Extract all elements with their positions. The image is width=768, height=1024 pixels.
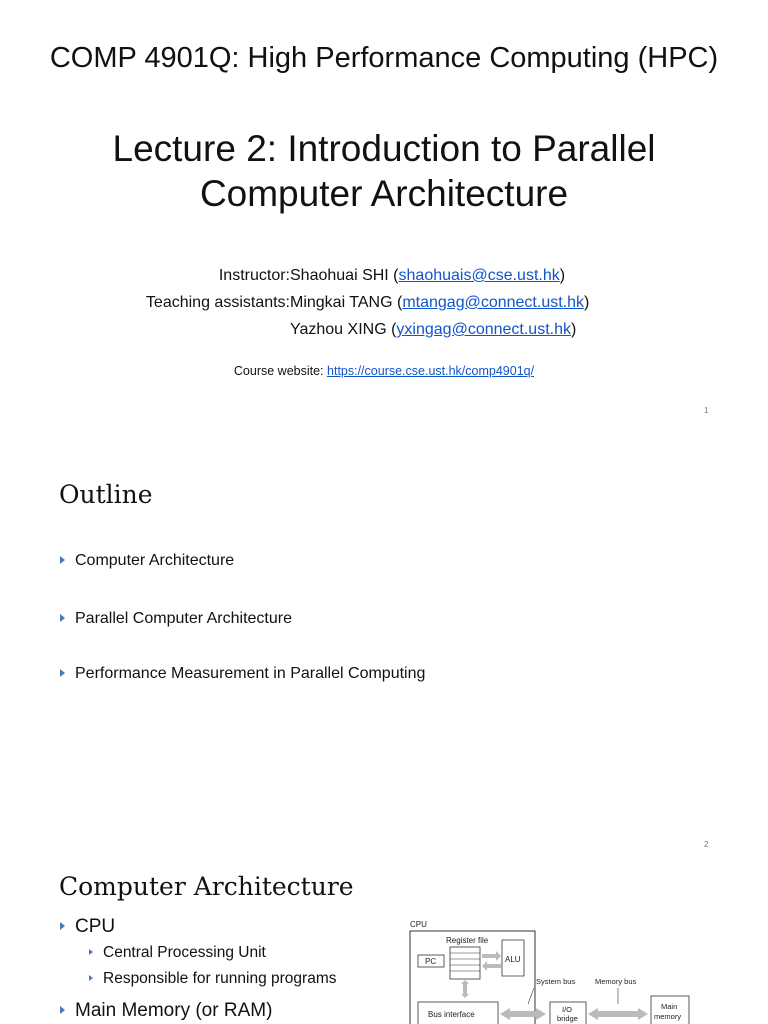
ta1-email-link[interactable]: mtangag@connect.ust.hk [402, 294, 585, 311]
bullet-triangle-icon [60, 1006, 65, 1014]
list-item-text: Performance Measurement in Parallel Computing [75, 665, 426, 682]
register-bus-arrow [461, 980, 469, 998]
list-item-text: Main Memory (or RAM) [75, 1000, 273, 1021]
ta2-name: Yazhou XING ( [290, 321, 397, 338]
ta-row-2 [0, 316, 768, 343]
instructor-label: Instructor: [218, 267, 290, 284]
list-item [60, 665, 425, 705]
slide-2 [0, 430, 768, 860]
alu-to-register-arrow [482, 961, 501, 971]
system-bus-pointer [528, 988, 534, 1004]
list-item-text: Central Processing Unit [103, 944, 266, 961]
slide-1 [0, 0, 768, 430]
instructor-value [290, 262, 565, 289]
page-number: 2 [704, 840, 709, 849]
instructor-close: ) [559, 267, 566, 284]
list-item [60, 610, 425, 665]
bus-interface-label: Bus interface [428, 1010, 475, 1019]
cpu-label: CPU [410, 920, 427, 929]
ta1-close: ) [584, 294, 590, 311]
memory-bus-label: Memory bus [595, 977, 637, 986]
list-item-text: Parallel Computer Architecture [75, 610, 292, 627]
ta2-value [290, 316, 576, 343]
bullet-triangle-icon [60, 614, 65, 622]
register-to-alu-arrow [482, 951, 501, 961]
architecture-list [60, 916, 336, 1024]
computer-architecture-diagram [406, 918, 696, 1024]
slide-3 [0, 860, 768, 1024]
alu-label: ALU [505, 955, 521, 964]
io-bridge-label-2: bridge [557, 1014, 578, 1023]
list-item-text: Computer Architecture [75, 552, 235, 569]
main-memory-label-1: Main [661, 1002, 678, 1011]
list-item [60, 970, 336, 1000]
list-item [60, 552, 425, 610]
ta-label: Teaching assistants: [145, 294, 290, 311]
staff-list [0, 262, 768, 343]
page-number: 1 [704, 406, 709, 415]
main-memory-label-2: memory [654, 1012, 682, 1021]
course-title: COMP 4901Q: High Performance Computing (HPC) [49, 42, 719, 74]
ta2-close: ) [570, 321, 577, 338]
lecture-title-line-1: Lecture 2: Introduction to Parallel [112, 128, 656, 169]
pc-label: PC [425, 957, 437, 966]
course-website [0, 364, 768, 378]
list-item [60, 1000, 336, 1024]
register-file-grid [450, 947, 480, 979]
bullet-triangle-icon [60, 669, 65, 677]
list-item [60, 916, 336, 944]
system-bus-arrow [500, 1008, 546, 1020]
ta1-name: Mingkai TANG ( [290, 294, 403, 311]
memory-bus-arrow [588, 1008, 648, 1020]
bullet-triangle-icon [89, 975, 93, 981]
list-item [60, 944, 336, 970]
bullet-triangle-icon [89, 949, 93, 955]
outline-list [60, 552, 425, 705]
instructor-row [0, 262, 768, 289]
ta2-email-link[interactable]: yxingag@connect.ust.hk [396, 321, 571, 338]
system-bus-label: System bus [536, 977, 576, 986]
instructor-name: Shaohuai SHI ( [290, 267, 399, 284]
course-website-link[interactable]: https://course.cse.ust.hk/comp4901q/ [327, 364, 535, 378]
slide-heading: Outline [59, 480, 153, 509]
lecture-title-line-2: Computer Architecture [199, 173, 569, 214]
lecture-title [40, 126, 728, 216]
course-website-label: Course website: [233, 364, 328, 378]
io-bridge-label-1: I/O [562, 1005, 573, 1014]
slide-heading: Computer Architecture [59, 872, 354, 901]
register-file-label: Register file [446, 936, 489, 945]
ta1-value [290, 289, 589, 316]
instructor-email-link[interactable]: shaohuais@cse.ust.hk [398, 267, 560, 284]
ta-row-1 [0, 289, 768, 316]
bullet-triangle-icon [60, 922, 65, 930]
bullet-triangle-icon [60, 556, 65, 564]
list-item-text: Responsible for running programs [103, 970, 337, 987]
list-item-text: CPU [75, 916, 116, 937]
